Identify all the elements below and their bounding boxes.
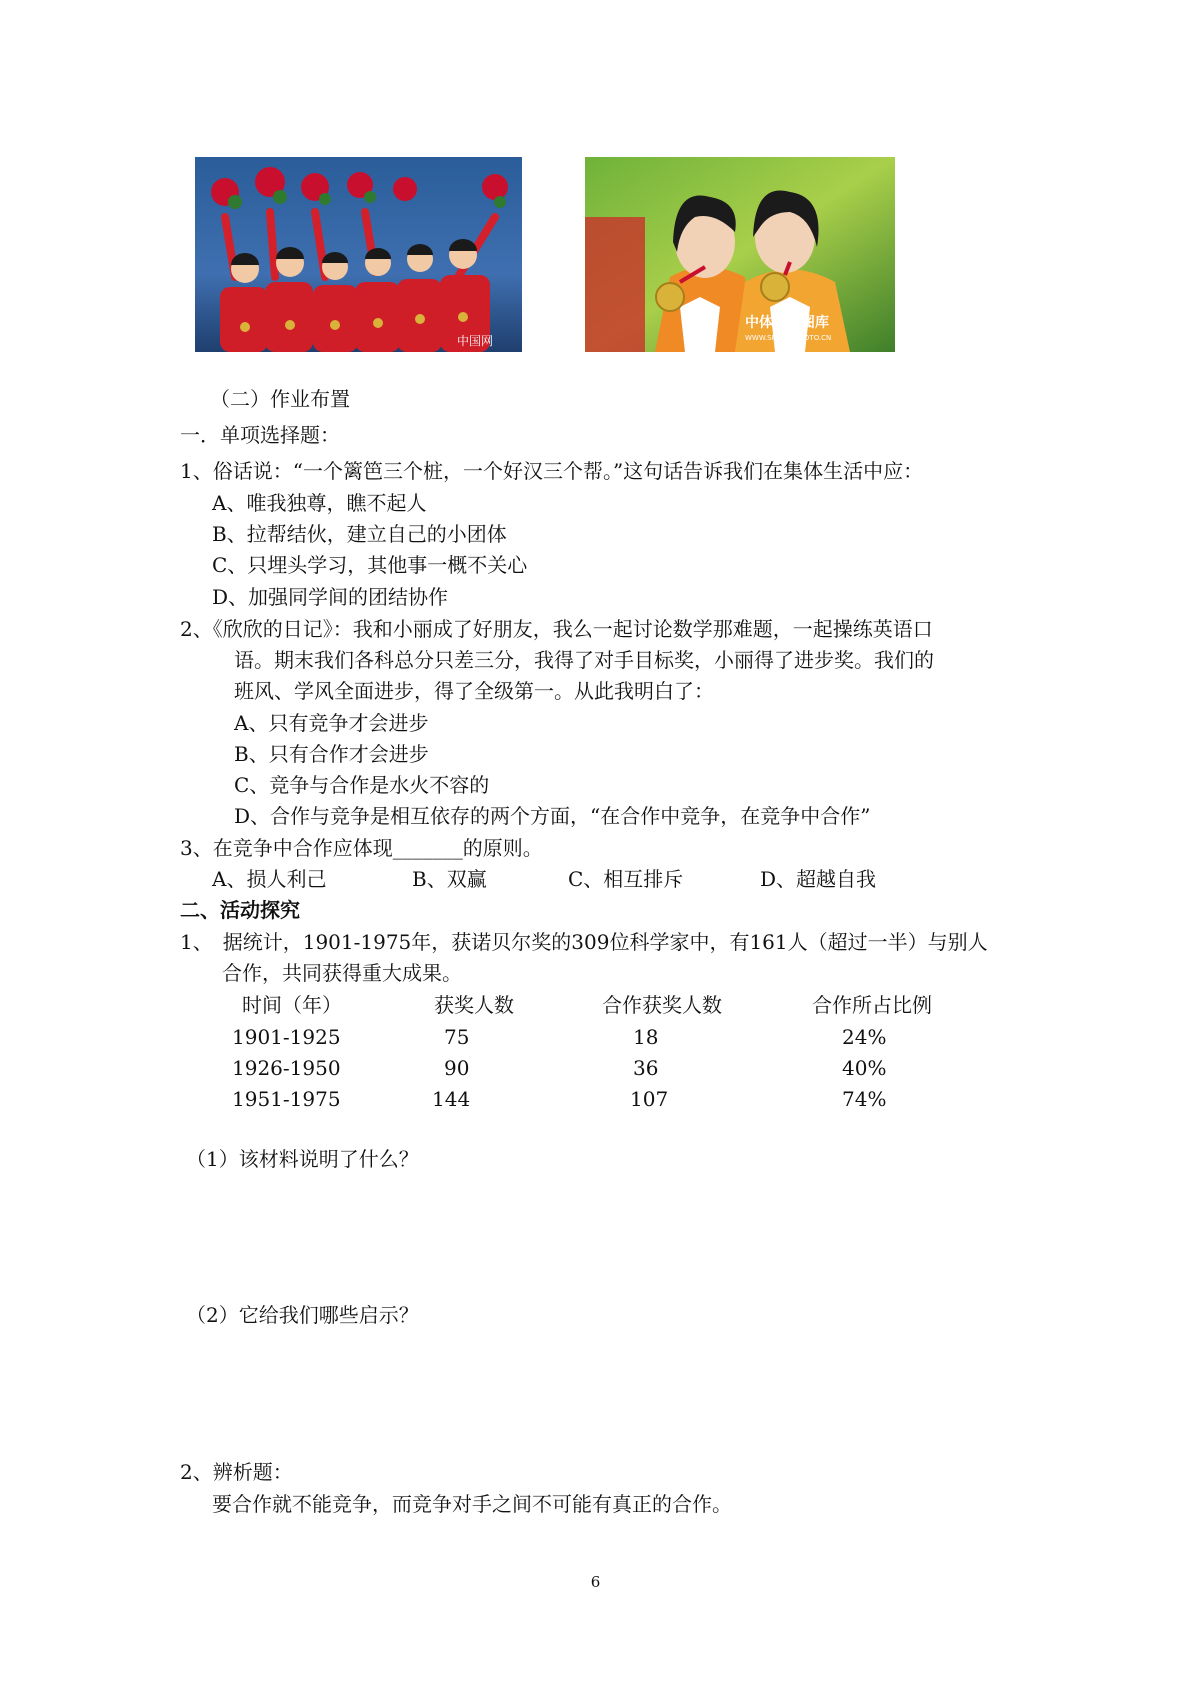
table-row-2-ratio: 40%: [842, 1056, 887, 1080]
q3-option-d: D、超越自我: [760, 867, 877, 891]
table-row-2-coop: 36: [633, 1056, 659, 1080]
table-header-winners: 获奖人数: [434, 993, 514, 1017]
q2-stem-line2: 语。期末我们各科总分只差三分，我得了对手目标奖，小丽得了进步奖。我们的: [234, 648, 934, 672]
table-header-coop-ratio: 合作所占比例: [812, 993, 932, 1017]
photo2-watermark-url: WWW.SPORTSPHOTO.CN: [745, 334, 832, 342]
table-header-coop-winners: 合作获奖人数: [602, 993, 722, 1017]
a2-statement: 要合作就不能竞争，而竞争对手之间不可能有真正的合作。: [212, 1492, 732, 1516]
q2-option-c: C、竞争与合作是水火不容的: [234, 773, 490, 797]
part1-title: 一．单项选择题：: [180, 423, 340, 447]
q3-option-c: C、相互排斥: [568, 867, 684, 891]
table-row-1-period: 1901-1925: [232, 1025, 341, 1049]
photo1-watermark: 中国网: [457, 334, 494, 348]
q1-option-d: D、加强同学间的团结协作: [212, 585, 449, 609]
q2-stem-line3: 班风、学风全面进步，得了全级第一。从此我明白了：: [234, 679, 714, 703]
gymnastics-team-photo: [195, 157, 522, 352]
q2-option-b: B、只有合作才会进步: [234, 742, 429, 766]
table-row-3-winners: 144: [432, 1087, 471, 1111]
q2-stem-line1: 2、《欣欣的日记》：我和小丽成了好朋友，我么一起讨论数学那难题，一起操练英语口: [180, 617, 933, 641]
q2-option-a: A、只有竞争才会进步: [234, 711, 429, 735]
a1-line2: 合作，共同获得重大成果。: [222, 961, 462, 985]
q3-option-b: B、双赢: [412, 867, 487, 891]
table-row-1-coop: 18: [633, 1025, 659, 1049]
q3-option-a: A、损人利己: [212, 867, 327, 891]
a1-sub-question-2: （2）它给我们哪些启示？: [186, 1303, 419, 1327]
part2-title: 二、活动探究: [180, 898, 300, 922]
table-row-2-winners: 90: [444, 1056, 470, 1080]
gymnastics-photo-graphic: [195, 157, 522, 352]
table-row-3-ratio: 74%: [842, 1087, 887, 1111]
table-header-period: 时间（年）: [242, 993, 342, 1017]
a1-line1: 1、 据统计，1901-1975年，获诺贝尔奖的309位科学家中，有161人（超过一半）与别人: [180, 930, 988, 954]
q1-option-c: C、只埋头学习，其他事一概不关心: [212, 553, 528, 577]
q2-option-d: D、合作与竞争是相互依存的两个方面，“在合作中竞争，在竞争中合作”: [234, 804, 871, 828]
homework-section-heading: （二）作业布置: [210, 387, 350, 411]
diving-photo-graphic: [585, 157, 895, 352]
q1-stem: 1、俗话说：“一个篱笆三个桩，一个好汉三个帮。”这句话告诉我们在集体生活中应：: [180, 459, 924, 483]
a2-title: 2、辨析题：: [180, 1460, 293, 1484]
photo2-watermark: 中体在线图库: [745, 315, 829, 331]
table-row-2-period: 1926-1950: [232, 1056, 341, 1080]
q3-stem: 3、在竞争中合作应体现_______的原则。: [180, 836, 543, 860]
diving-pair-photo: [585, 157, 895, 352]
q1-option-a: A、唯我独尊，瞧不起人: [212, 491, 427, 515]
table-row-3-coop: 107: [630, 1087, 669, 1111]
table-row-1-winners: 75: [444, 1025, 470, 1049]
a1-sub-question-1: （1）该材料说明了什么？: [186, 1147, 419, 1171]
page-number: 6: [590, 1573, 601, 1591]
table-row-3-period: 1951-1975: [232, 1087, 341, 1111]
table-row-1-ratio: 24%: [842, 1025, 887, 1049]
q1-option-b: B、拉帮结伙，建立自己的小团体: [212, 522, 507, 546]
